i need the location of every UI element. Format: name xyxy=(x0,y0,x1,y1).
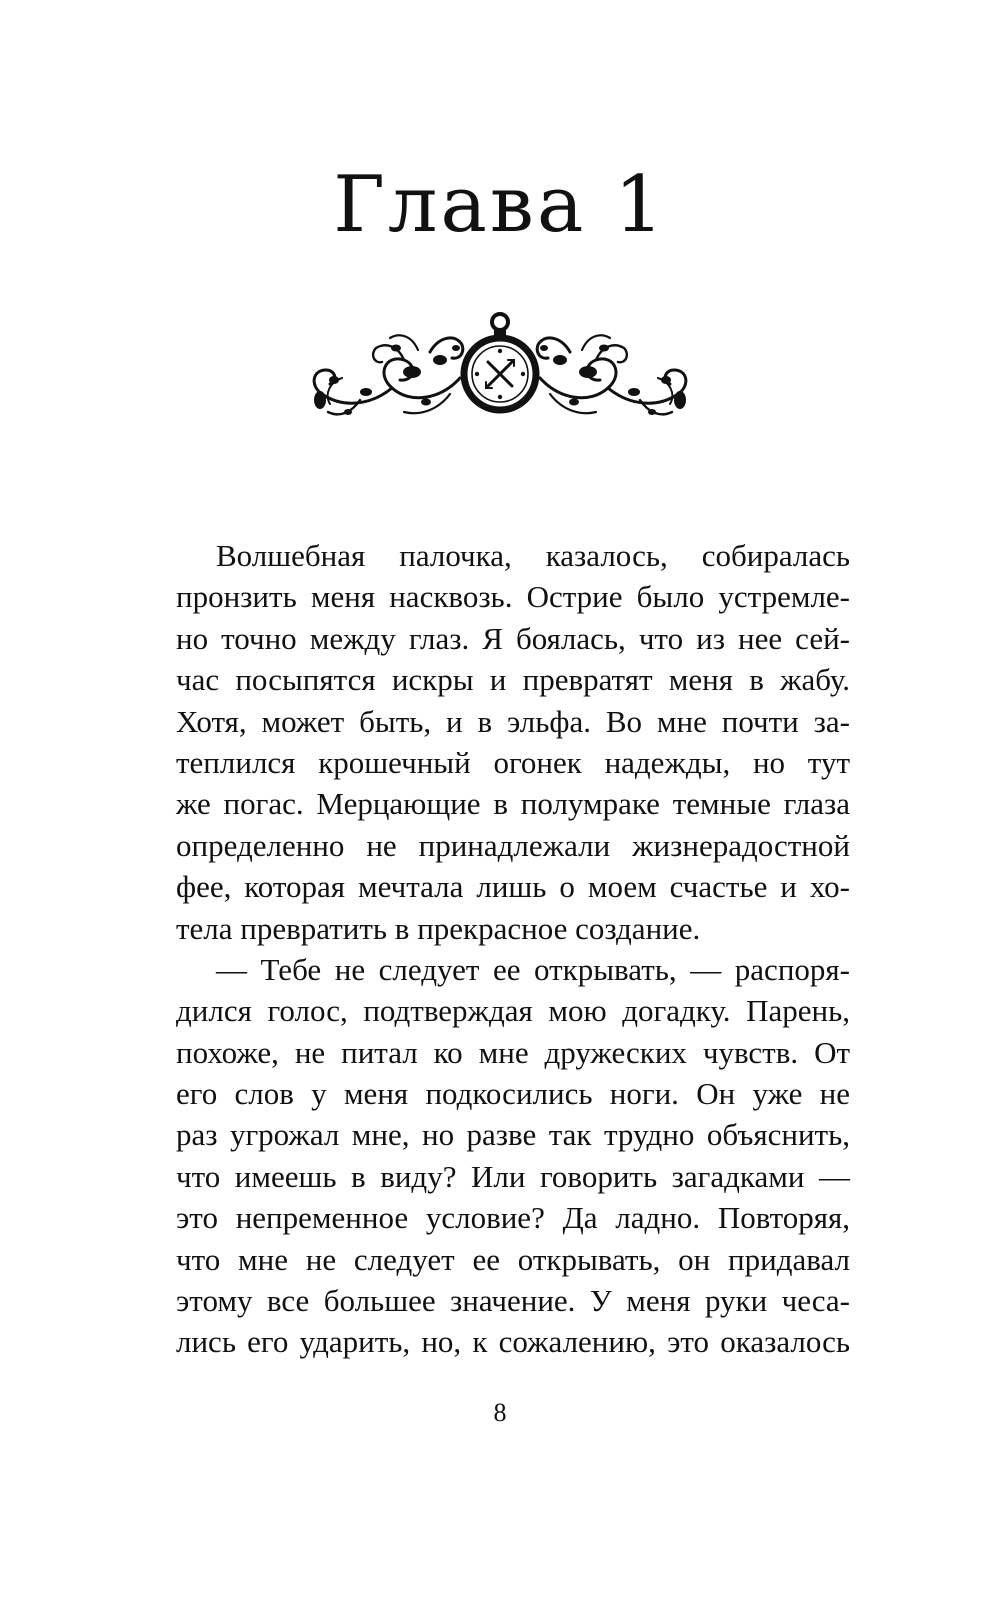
paragraph-line: лись его ударить, но, к сожалению, это оказалось xyxy=(176,1324,850,1360)
paragraph-line: этому все большее значение. У меня руки чеса- xyxy=(176,1283,850,1319)
paragraph-line: дился голос, подтверждая мою догадку. Парень, xyxy=(176,993,850,1029)
paragraph-line: что мне не следует ее открывать, он придавал xyxy=(176,1241,850,1277)
paragraph-line: похоже, не питал ко мне дружеских чувств. От xyxy=(176,1034,850,1070)
paragraph-line: что имеешь в виду? Или говорить загадками — xyxy=(176,1158,850,1194)
paragraph-line: фее, которая мечтала лишь о моем счастье и хо- xyxy=(176,869,850,905)
pocket-watch-flourish-icon xyxy=(300,308,700,430)
page-number: 8 xyxy=(493,1398,507,1427)
chapter-body xyxy=(176,535,850,1363)
paragraph-line: же погас. Мерцающие в полумраке темные глаза xyxy=(176,786,850,822)
paragraph-line: теплился крошечный огонек надежды, но тут xyxy=(176,744,850,780)
paragraph-line: его слов у меня подкосились ноги. Он уже не xyxy=(176,1076,850,1112)
paragraph-line: но точно между глаз. Я боялась, что из нее сей- xyxy=(176,620,850,656)
chapter-title: Глава 1 xyxy=(333,160,667,250)
paragraph-line: тела превратить в прекрасное создание. xyxy=(176,910,701,946)
paragraph-line: — Тебе не следует ее открывать, — распоря- xyxy=(216,951,850,987)
paragraph-line: Волшебная палочка, казалось, собиралась xyxy=(216,538,850,573)
paragraph-line: час посыпятся искры и превратят меня в жабу. xyxy=(176,662,850,698)
paragraph-line: Хотя, может быть, и в эльфа. Во мне почти за- xyxy=(176,703,850,739)
paragraph-line: пронзить меня насквозь. Острие было устремле- xyxy=(176,579,850,615)
paragraph-line: раз угрожал мне, но разве так трудно объяснить, xyxy=(176,1117,850,1153)
paragraph-line: определенно не принадлежали жизнерадостной xyxy=(176,827,850,863)
paragraph-line: это непременное условие? Да ладно. Повторяя, xyxy=(176,1200,850,1236)
